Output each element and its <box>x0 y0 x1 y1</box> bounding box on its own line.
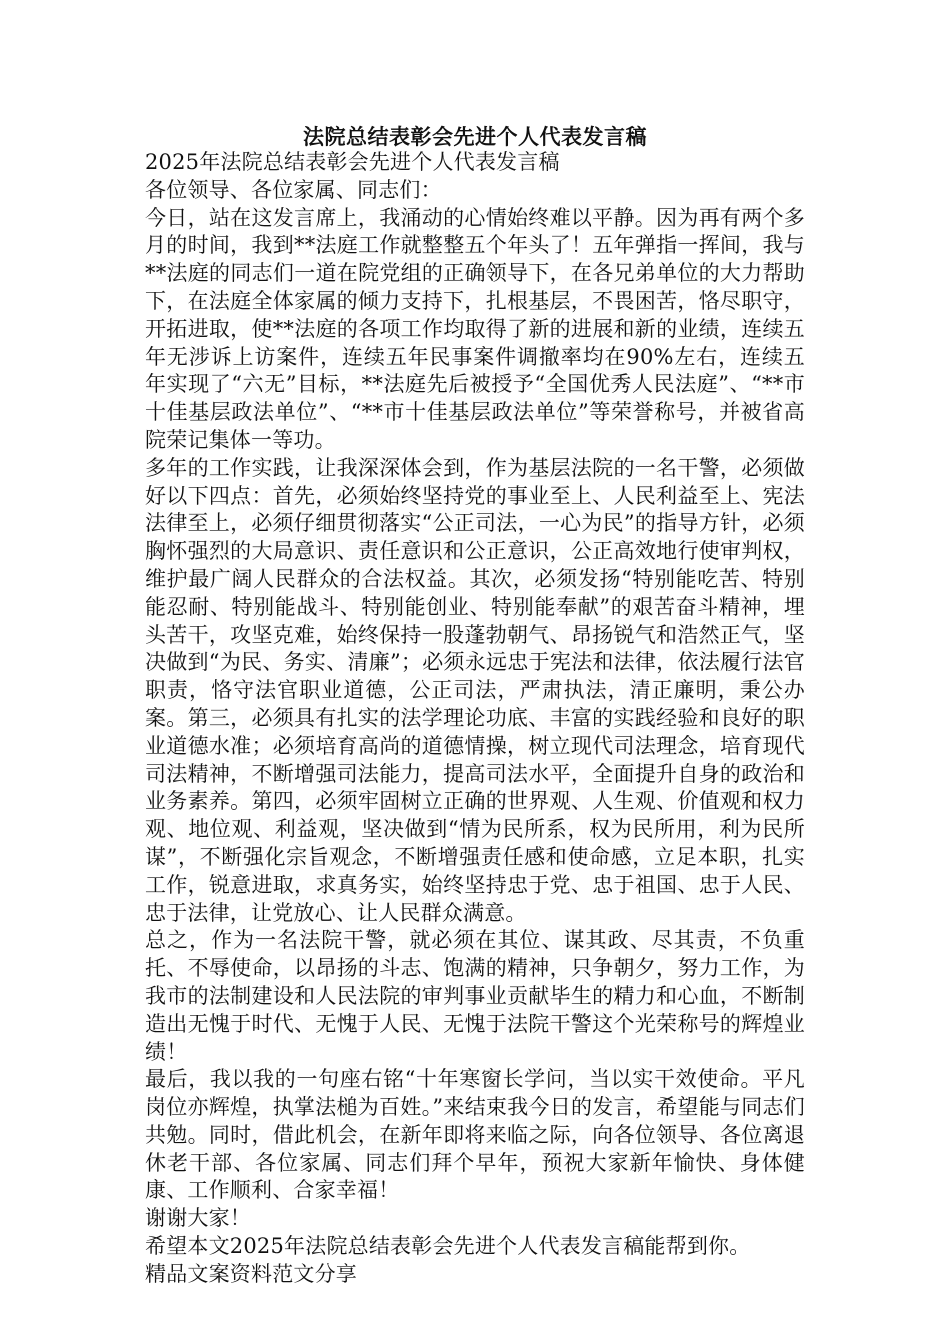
document-title: 法院总结表彰会先进个人代表发言稿 <box>303 124 647 149</box>
body-paragraph: 最后，我以我的一句座右铭“十年寒窗长学问，当以实干效使命。平凡岗位亦辉煌，执掌法槌为百姓。”来结束我今日的发言，希望能与同志们共勉。同时，借此机会，在新年即将来临之际，向各位领导、各位离退休老干部、各位家属、同志们拜个早年，预祝大家新年愉快、身体健康、工作顺利、合家幸福！ <box>145 1067 805 1203</box>
body-paragraph: 多年的工作实践，让我深深体会到，作为基层法院的一名干警，必须做好以下四点：首先，必须始终坚持党的事业至上、人民利益至上、宪法法律至上，必须仔细贯彻落实“公正司法，一心为民”的指导方针，必须胸怀强烈的大局意识、责任意识和公正意识，公正高效地行使审判权，维护最广阔人民群众的合法权益。其次，必须发扬“特别能吃苦、特别能忍耐、特别能战斗、特别能创业、特别能奉献”的艰苦奋斗精神，埋头苦干，攻坚克难，始终保持一股蓬勃朝气、昂扬锐气和浩然正气，坚决做到“为民、务实、清廉”；必须永远忠于宪法和法律，依法履行法官职责，恪守法官职业道德，公正司法，严肃执法，清正廉明，秉公办案。第三，必须具有扎实的法学理论功底、丰富的实践经验和良好的职业道德水准；必须培育高尚的道德情操，树立现代司法理念，培育现代司法精神，不断增强司法能力，提高司法水平，全面提升自身的政治和业务素养。第四，必须牢固树立正确的世界观、人生观、价值观和权力观、地位观、利益观，坚决做到“情为民所系，权为民所用，利为民所谋”，不断强化宗旨观念，不断增强责任感和使命感，立足本职，扎实工作，锐意进取，求真务实，始终坚持忠于党、忠于祖国、忠于人民、忠于法律，让党放心、让人民群众满意。 <box>145 455 805 925</box>
document-body <box>145 149 805 1289</box>
subtitle-line: 2025年法院总结表彰会先进个人代表发言稿 <box>145 150 560 174</box>
salutation: 各位领导、各位家属、同志们： <box>145 177 442 202</box>
footer-note: 希望本文2025年法院总结表彰会先进个人代表发言稿能帮到你。 <box>145 1234 751 1259</box>
body-paragraph: 总之，作为一名法院干警，就必须在其位、谋其政、尽其责，不负重托、不辱使命，以昂扬的斗志、饱满的精神，只争朝夕，努力工作，为我市的法制建设和人民法院的审判事业贡献毕生的精力和心血，不断制造出无愧于时代、无愧于人民、无愧于法院干警这个光荣称号的辉煌业绩！ <box>145 928 805 1064</box>
body-paragraph: 今日，站在这发言席上，我涌动的心情始终难以平静。因为再有两个多月的时间，我到**法庭工作就整整五个年头了！五年弹指一挥间，我与**法庭的同志们一道在院党组的正确领导下，在各兄弟单位的大力帮助下，在法庭全体家属的倾力支持下，扎根基层，不畏困苦，恪尽职守，开拓进取，使**法庭的各项工作均取得了新的进展和新的业绩，连续五年无涉诉上访案件，连续五年民事案件调撤率均在90%左右，连续五年实现了“六无”目标，**法庭先后被授予“全国优秀人民法庭”、“**市十佳基层政法单位”、“**市十佳基层政法单位”等荣誉称号，并被省高院荣记集体一等功。 <box>145 205 805 452</box>
footer-tagline: 精品文案资料范文分享 <box>145 1261 357 1286</box>
closing-thanks: 谢谢大家！ <box>145 1206 251 1231</box>
